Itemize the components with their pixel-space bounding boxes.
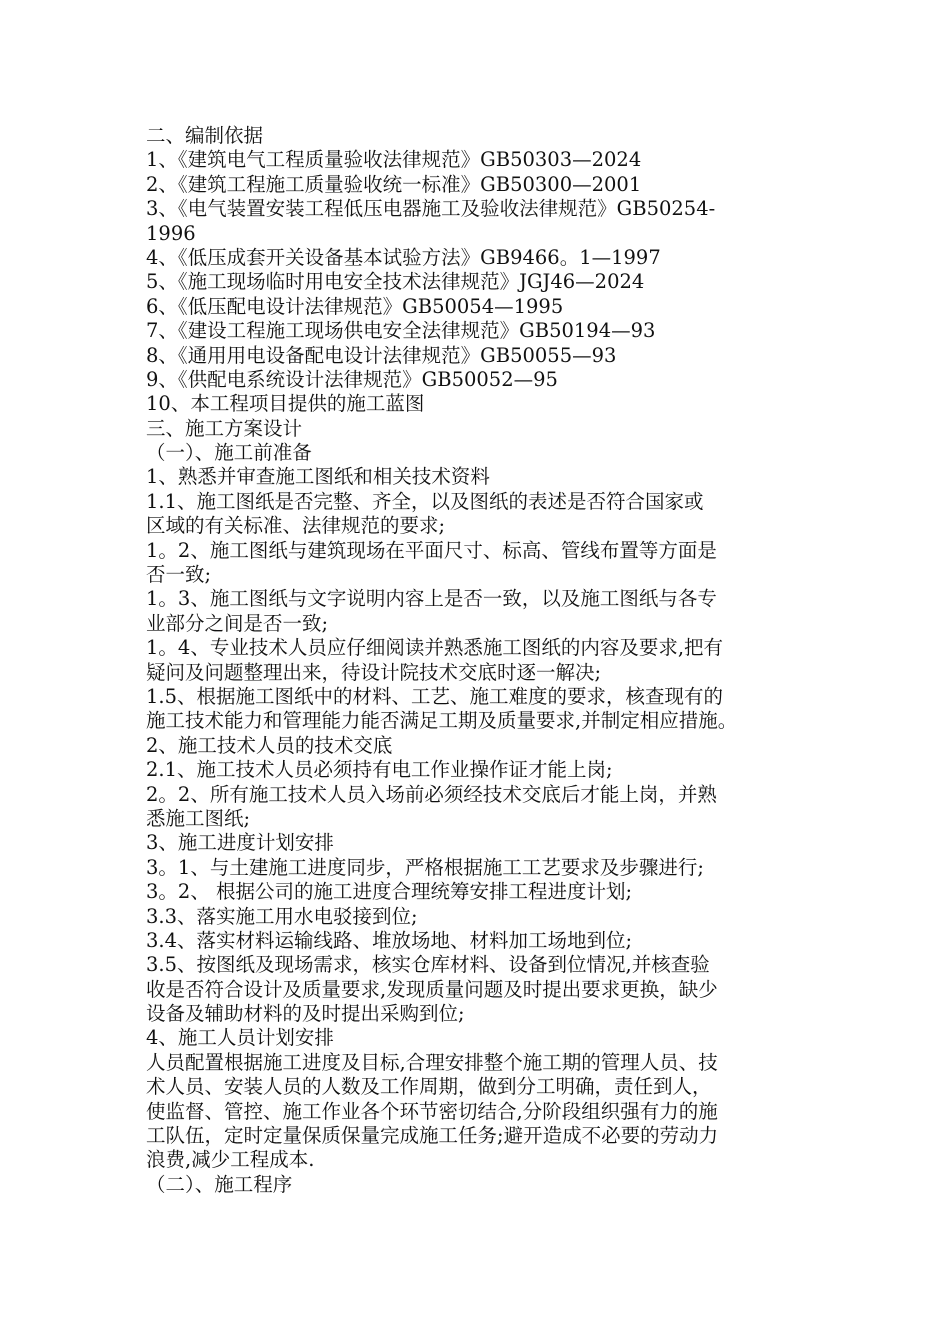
subsection-heading: （二）、施工程序 xyxy=(146,1172,293,1196)
section-heading: 三、施工方案设计 xyxy=(146,416,303,440)
item-heading: 3、施工进度计划安排 xyxy=(146,831,334,855)
reference-item: 1、《建筑电气工程质量验收法律规范》GB50303—2024 xyxy=(146,148,642,172)
body-text-line: 否一致; xyxy=(146,563,212,587)
body-text-line: 施工技术能力和管理能力能否满足工期及质量要求,并制定相应措施。 xyxy=(146,709,738,733)
reference-item: 4、《低压成套开关设备基本试验方法》GB9466。1—1997 xyxy=(146,245,661,269)
body-text-line: 2。2、所有施工技术人员入场前必须经技术交底后才能上岗，并熟 xyxy=(146,782,717,806)
body-text-line: 悉施工图纸; xyxy=(146,806,251,830)
reference-item: 6、《低压配电设计法律规范》GB50054—1995 xyxy=(146,294,564,318)
reference-item: 1996 xyxy=(146,221,196,245)
body-text-line: 1。2、施工图纸与建筑现场在平面尺寸、标高、管线布置等方面是 xyxy=(146,538,717,562)
item-heading: 4、施工人员计划安排 xyxy=(146,1026,334,1050)
body-text-line: 浪费,减少工程成本. xyxy=(146,1148,315,1172)
subsection-heading: （一）、施工前准备 xyxy=(146,441,312,465)
reference-item: 7、《建设工程施工现场供电安全法律规范》GB50194—93 xyxy=(146,319,656,343)
item-heading: 2、施工技术人员的技术交底 xyxy=(146,733,393,757)
body-text-line: 3.4、落实材料运输线路、堆放场地、材料加工场地到位; xyxy=(146,928,633,952)
body-text-line: 2.1、施工技术人员必须持有电工作业操作证才能上岗; xyxy=(146,758,613,782)
item-heading: 1、熟悉并审查施工图纸和相关技术资料 xyxy=(146,465,490,489)
reference-item: 8、《通用用电设备配电设计法律规范》GB50055—93 xyxy=(146,343,617,367)
reference-item: 9、《供配电系统设计法律规范》GB50052—95 xyxy=(146,367,558,391)
reference-item: 5、《施工现场临时用电安全技术法律规范》JGJ46—2024 xyxy=(146,270,645,294)
body-text-line: 使监督、管控、施工作业各个环节密切结合,分阶段组织强有力的施 xyxy=(146,1099,718,1123)
body-text-line: 人员配置根据施工进度及目标,合理安排整个施工期的管理人员、技 xyxy=(146,1050,718,1074)
reference-item: 10、本工程项目提供的施工蓝图 xyxy=(146,392,425,416)
body-text-line: 3。1、与土建施工进度同步，严格根据施工工艺要求及步骤进行; xyxy=(146,855,704,879)
document-page xyxy=(146,124,826,1197)
body-text-line: 业部分之间是否一致; xyxy=(146,611,329,635)
body-text-line: 1。3、施工图纸与文字说明内容上是否一致，以及施工图纸与各专 xyxy=(146,587,717,611)
body-text-line: 1.1、施工图纸是否完整、齐全，以及图纸的表述是否符合国家或 xyxy=(146,489,704,513)
body-text-line: 收是否符合设计及质量要求,发现质量问题及时提出要求更换，缺少 xyxy=(146,977,718,1001)
reference-item: 2、《建筑工程施工质量验收统一标准》GB50300—2001 xyxy=(146,172,642,196)
body-text-line: 设备及辅助材料的及时提出采购到位; xyxy=(146,1002,465,1026)
body-text-line: 3.5、按图纸及现场需求，核实仓库材料、设备到位情况,并核查验 xyxy=(146,953,710,977)
body-text-line: 3。2、 根据公司的施工进度合理统筹安排工程进度计划; xyxy=(146,880,633,904)
body-text-line: 1。4、专业技术人员应仔细阅读并熟悉施工图纸的内容及要求,把有 xyxy=(146,636,724,660)
reference-item: 3、《电气装置安装工程低压电器施工及验收法律规范》GB50254- xyxy=(146,197,716,221)
body-text-line: 工队伍，定时定量保质保量完成施工任务;避开造成不必要的劳动力 xyxy=(146,1124,719,1148)
body-text-line: 区域的有关标准、法律规范的要求; xyxy=(146,514,446,538)
body-text-line: 疑问及问题整理出来，待设计院技术交底时逐一解决; xyxy=(146,660,602,684)
body-text-line: 1.5、根据施工图纸中的材料、工艺、施工难度的要求，核查现有的 xyxy=(146,684,724,708)
body-text-line: 3.3、落实施工用水电驳接到位; xyxy=(146,904,418,928)
section-heading: 二、编制依据 xyxy=(146,124,264,147)
body-text-line: 术人员、安装人员的人数及工作周期，做到分工明确，责任到人， xyxy=(146,1075,712,1099)
